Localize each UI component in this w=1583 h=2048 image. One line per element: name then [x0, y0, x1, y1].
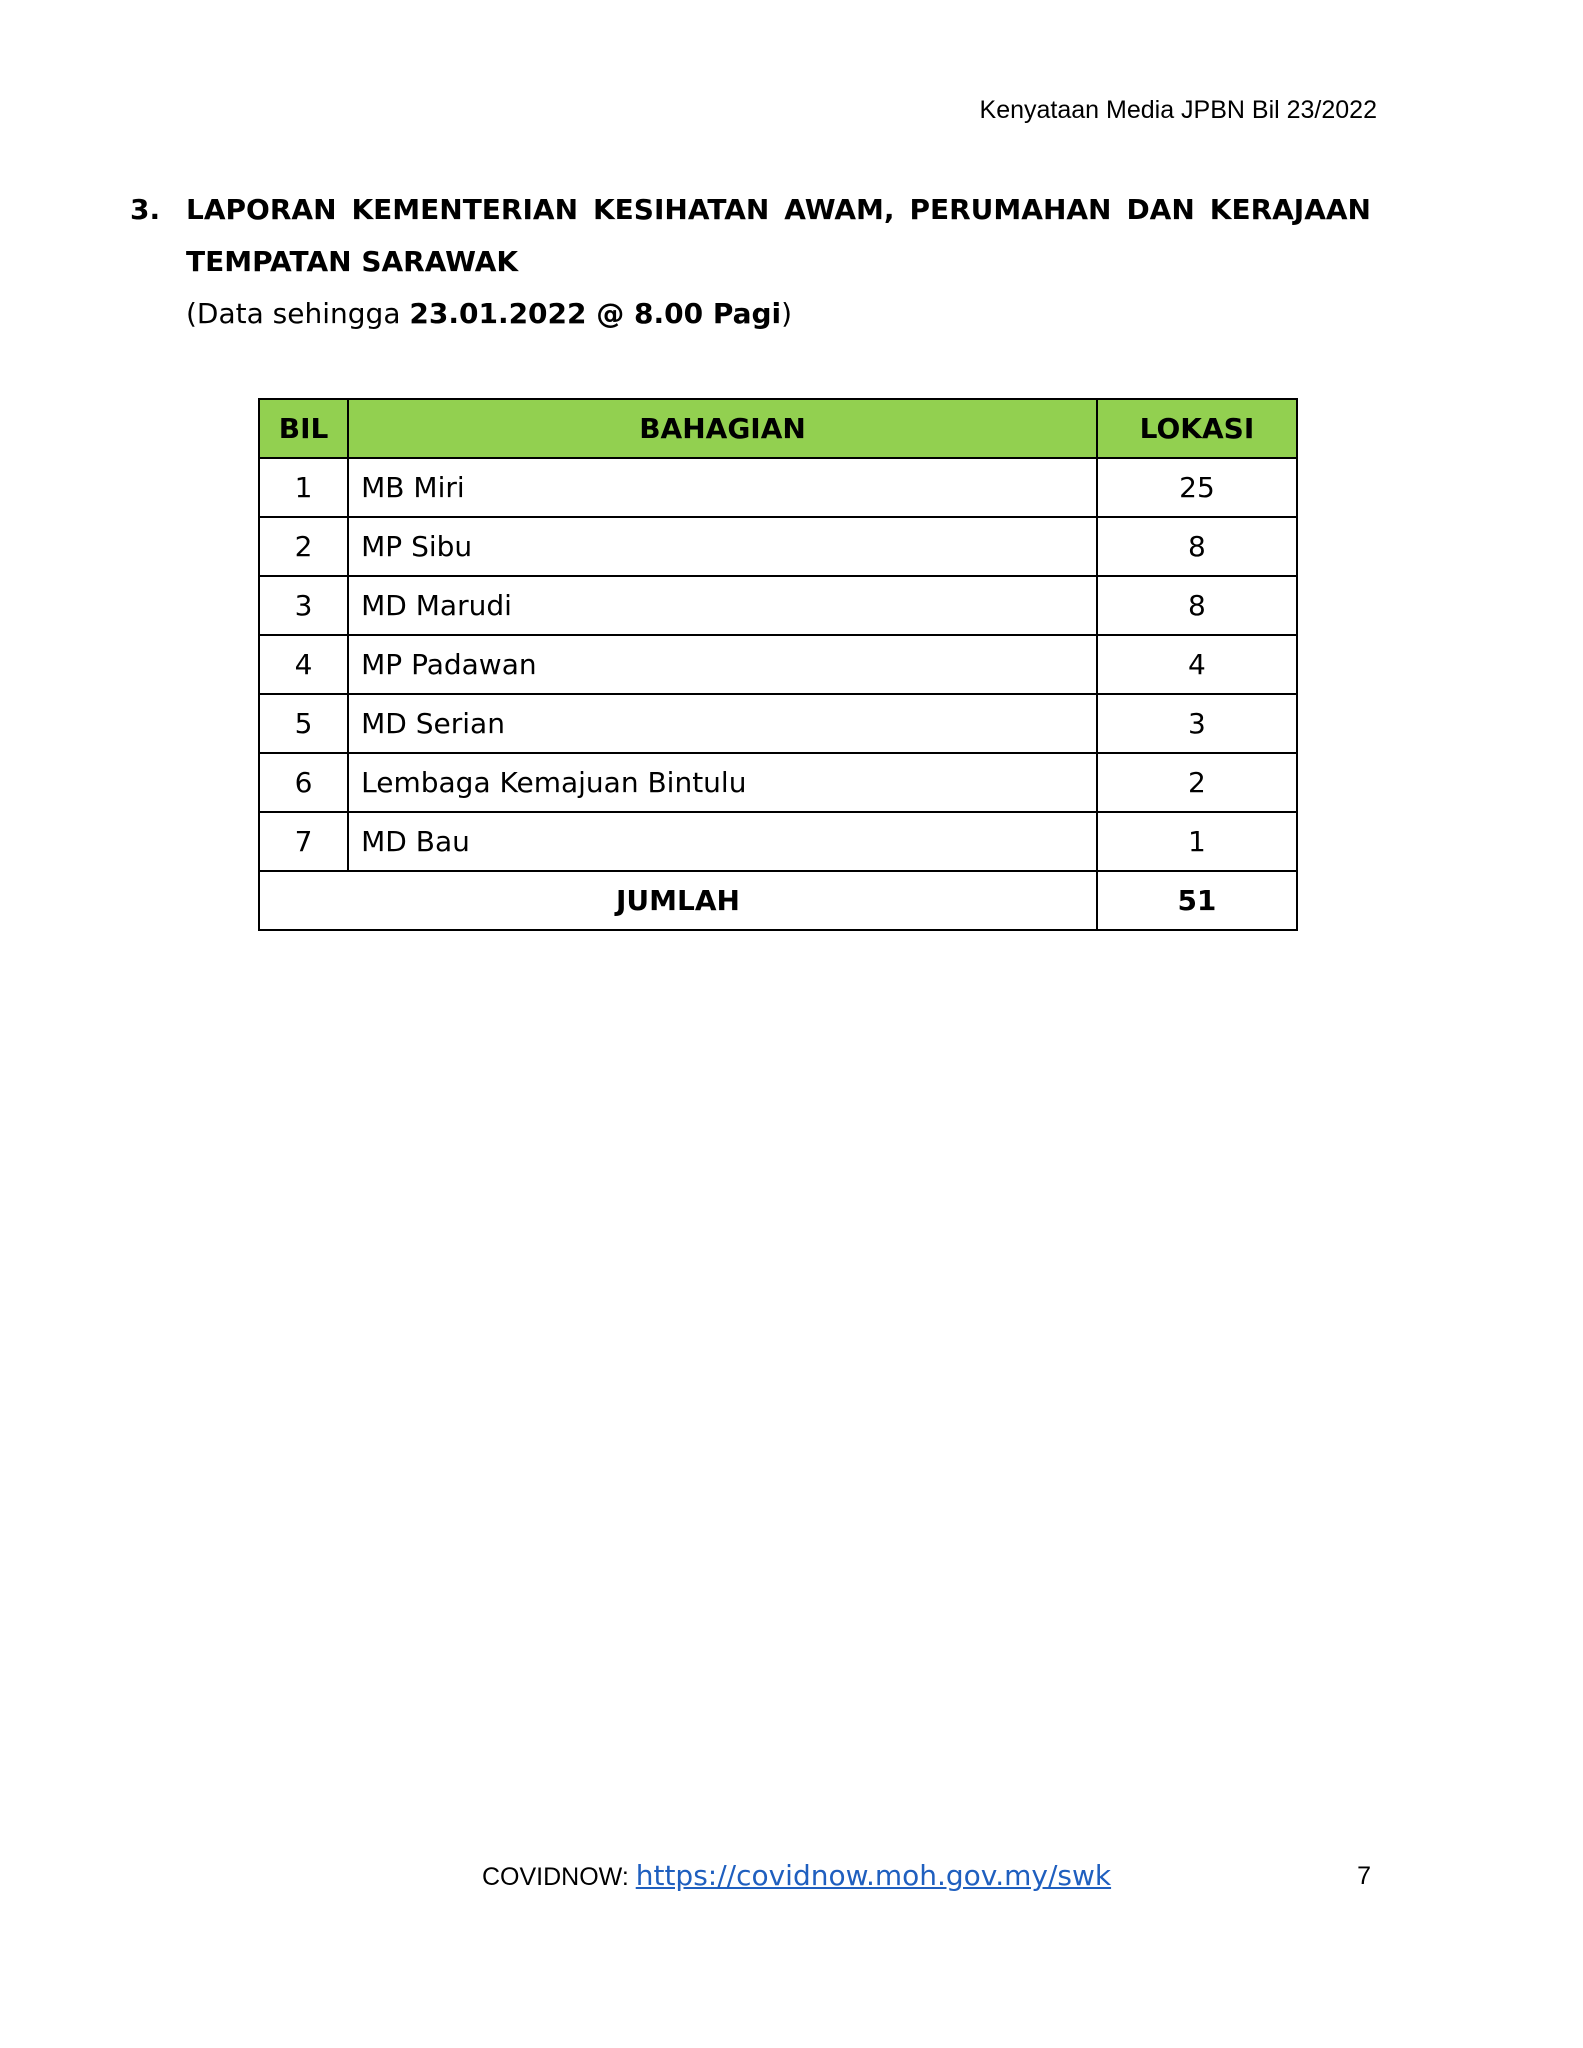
cell-bahagian: MD Marudi [348, 576, 1097, 635]
table-row [259, 517, 1297, 576]
total-label: JUMLAH [259, 871, 1097, 930]
table-header-row [259, 399, 1297, 458]
table-row [259, 458, 1297, 517]
cell-lokasi: 25 [1097, 458, 1297, 517]
header-lokasi: LOKASI [1097, 399, 1297, 458]
data-note-suffix: ) [781, 297, 793, 330]
cell-bil: 7 [259, 812, 348, 871]
total-value: 51 [1097, 871, 1297, 930]
document-reference: Kenyataan Media JPBN Bil 23/2022 [979, 96, 1377, 124]
cell-lokasi: 4 [1097, 635, 1297, 694]
cell-lokasi: 8 [1097, 517, 1297, 576]
table-row [259, 635, 1297, 694]
cell-bil: 3 [259, 576, 348, 635]
table-row [259, 812, 1297, 871]
cell-lokasi: 1 [1097, 812, 1297, 871]
header-bil: BIL [259, 399, 348, 458]
table-row [259, 694, 1297, 753]
cell-lokasi: 2 [1097, 753, 1297, 812]
cell-bil: 1 [259, 458, 348, 517]
cell-bahagian: MD Serian [348, 694, 1097, 753]
cell-lokasi: 8 [1097, 576, 1297, 635]
table-row [259, 576, 1297, 635]
data-note-prefix: (Data sehingga [186, 297, 410, 330]
data-note-date: 23.01.2022 @ 8.00 Pagi [409, 297, 782, 330]
data-as-of-note [186, 296, 792, 332]
covidnow-link[interactable]: https://covidnow.moh.gov.my/swk [635, 1859, 1112, 1892]
cell-bil: 5 [259, 694, 348, 753]
page-number: 7 [1357, 1862, 1371, 1890]
cell-bahagian: MD Bau [348, 812, 1097, 871]
cell-bahagian: Lembaga Kemajuan Bintulu [348, 753, 1097, 812]
location-report-table [258, 398, 1298, 931]
cell-bil: 6 [259, 753, 348, 812]
footer-label: COVIDNOW: [482, 1863, 636, 1891]
section-title: LAPORAN KEMENTERIAN KESIHATAN AWAM, PERUMAHAN DAN KERAJAAN TEMPATAN SARAWAK [186, 193, 1371, 278]
table-total-row [259, 871, 1297, 930]
cell-bil: 4 [259, 635, 348, 694]
cell-lokasi: 3 [1097, 694, 1297, 753]
section-number: 3. [130, 193, 161, 226]
table-row [259, 753, 1297, 812]
footer [482, 1858, 1111, 1895]
table-body [259, 458, 1297, 871]
cell-bahagian: MB Miri [348, 458, 1097, 517]
cell-bahagian: MP Sibu [348, 517, 1097, 576]
cell-bil: 2 [259, 517, 348, 576]
header-bahagian: BAHAGIAN [348, 399, 1097, 458]
cell-bahagian: MP Padawan [348, 635, 1097, 694]
